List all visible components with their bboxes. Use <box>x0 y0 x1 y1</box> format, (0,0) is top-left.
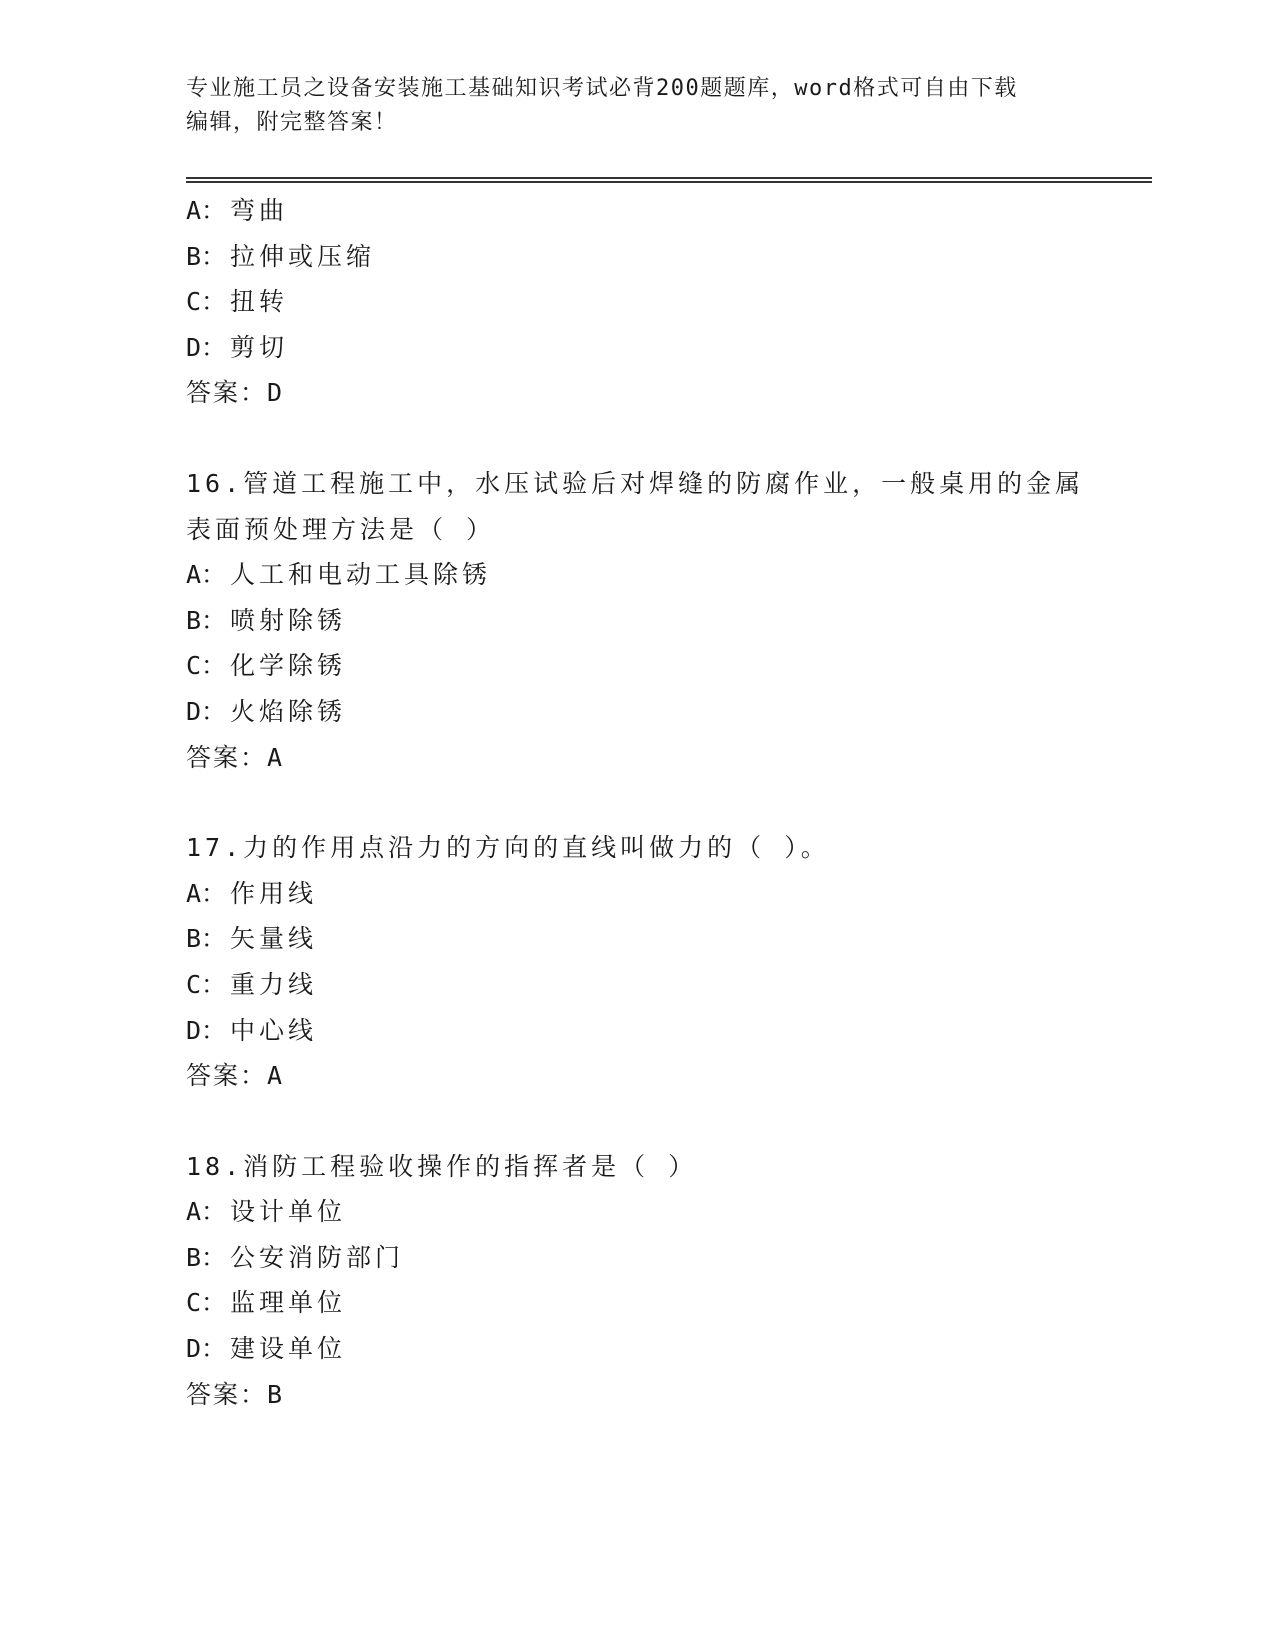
answer-label: 答案： <box>186 742 268 772</box>
answer-line <box>186 1372 1086 1418</box>
option-text: 拉伸或压缩 <box>230 241 376 271</box>
option-d <box>186 1326 1086 1372</box>
option-text: 矢量线 <box>230 924 318 954</box>
answer-value: A <box>267 742 283 772</box>
option-text: 喷射除锈 <box>230 605 347 635</box>
option-text: 中心线 <box>230 1015 318 1045</box>
option-text: 公安消防部门 <box>230 1242 405 1272</box>
option-letter: B： <box>186 1242 227 1272</box>
question-spacer <box>186 780 1086 825</box>
option-c <box>186 1280 1086 1326</box>
option-b <box>186 598 1086 644</box>
answer-line <box>186 735 1086 781</box>
option-text: 扭转 <box>230 287 289 317</box>
answer-value: B <box>267 1379 283 1409</box>
question-17-block <box>186 825 1086 1099</box>
question-spacer <box>186 416 1086 461</box>
answer-value: A <box>267 1061 283 1091</box>
option-c <box>186 962 1086 1008</box>
option-letter: B： <box>186 241 227 271</box>
option-letter: A： <box>186 878 227 908</box>
option-text: 火焰除锈 <box>230 696 347 726</box>
option-b <box>186 1235 1086 1281</box>
option-c <box>186 279 1086 325</box>
question-stem: 17.力的作用点沿力的方向的直线叫做力的（ ）。 <box>186 833 830 863</box>
option-letter: A： <box>186 196 227 225</box>
option-letter: C： <box>186 1288 227 1318</box>
answer-label: 答案： <box>186 378 268 408</box>
answer-value: D <box>267 378 283 408</box>
option-letter: D： <box>186 332 227 362</box>
option-text: 化学除锈 <box>230 651 347 681</box>
option-letter: A： <box>186 1197 227 1227</box>
answer-label: 答案： <box>186 1379 268 1409</box>
option-letter: D： <box>186 1334 227 1364</box>
option-a <box>186 188 1086 234</box>
option-d <box>186 1008 1086 1054</box>
question-stem-continued: 表面预处理方法是（ ） <box>186 514 496 544</box>
option-d <box>186 689 1086 735</box>
question-spacer <box>186 1099 1086 1144</box>
option-text: 设计单位 <box>230 1197 347 1227</box>
option-text: 重力线 <box>230 969 318 999</box>
question-stem: 18.消防工程验收操作的指挥者是（ ） <box>186 1151 698 1181</box>
option-letter: B： <box>186 924 227 954</box>
option-c <box>186 643 1086 689</box>
option-text: 人工和电动工具除锈 <box>230 560 492 590</box>
option-letter: C： <box>186 651 227 681</box>
option-letter: C： <box>186 969 227 999</box>
header-divider-bottom <box>186 181 1152 183</box>
option-text: 弯曲 <box>230 196 289 225</box>
document-header <box>186 72 1066 140</box>
option-d <box>186 325 1086 371</box>
answer-label: 答案： <box>186 1061 268 1091</box>
option-letter: C： <box>186 287 227 317</box>
option-letter: D： <box>186 696 227 726</box>
option-text: 建设单位 <box>230 1334 347 1364</box>
option-a <box>186 1189 1086 1235</box>
option-text: 监理单位 <box>230 1288 347 1318</box>
answer-line <box>186 370 1086 416</box>
option-letter: D： <box>186 1015 227 1045</box>
option-letter: A： <box>186 560 227 590</box>
question-list <box>186 188 1086 1417</box>
option-text: 剪切 <box>230 332 289 362</box>
option-a <box>186 552 1086 598</box>
question-stem: 16.管道工程施工中，水压试验后对焊缝的防腐作业，一般桌用的金属 <box>186 468 1085 498</box>
header-title-line-1: 专业施工员之设备安装施工基础知识考试必背200题题库，word格式可自由下载 <box>186 76 1018 101</box>
option-b <box>186 234 1086 280</box>
header-title-line-2: 编辑，附完整答案！ <box>186 110 398 135</box>
question-16-block <box>186 461 1086 780</box>
question-18-block <box>186 1144 1086 1418</box>
option-b <box>186 916 1086 962</box>
question-15-block <box>186 188 1086 416</box>
option-letter: B： <box>186 605 227 635</box>
option-text: 作用线 <box>230 878 318 908</box>
option-a <box>186 871 1086 917</box>
header-divider-top <box>186 177 1152 179</box>
answer-line <box>186 1053 1086 1099</box>
